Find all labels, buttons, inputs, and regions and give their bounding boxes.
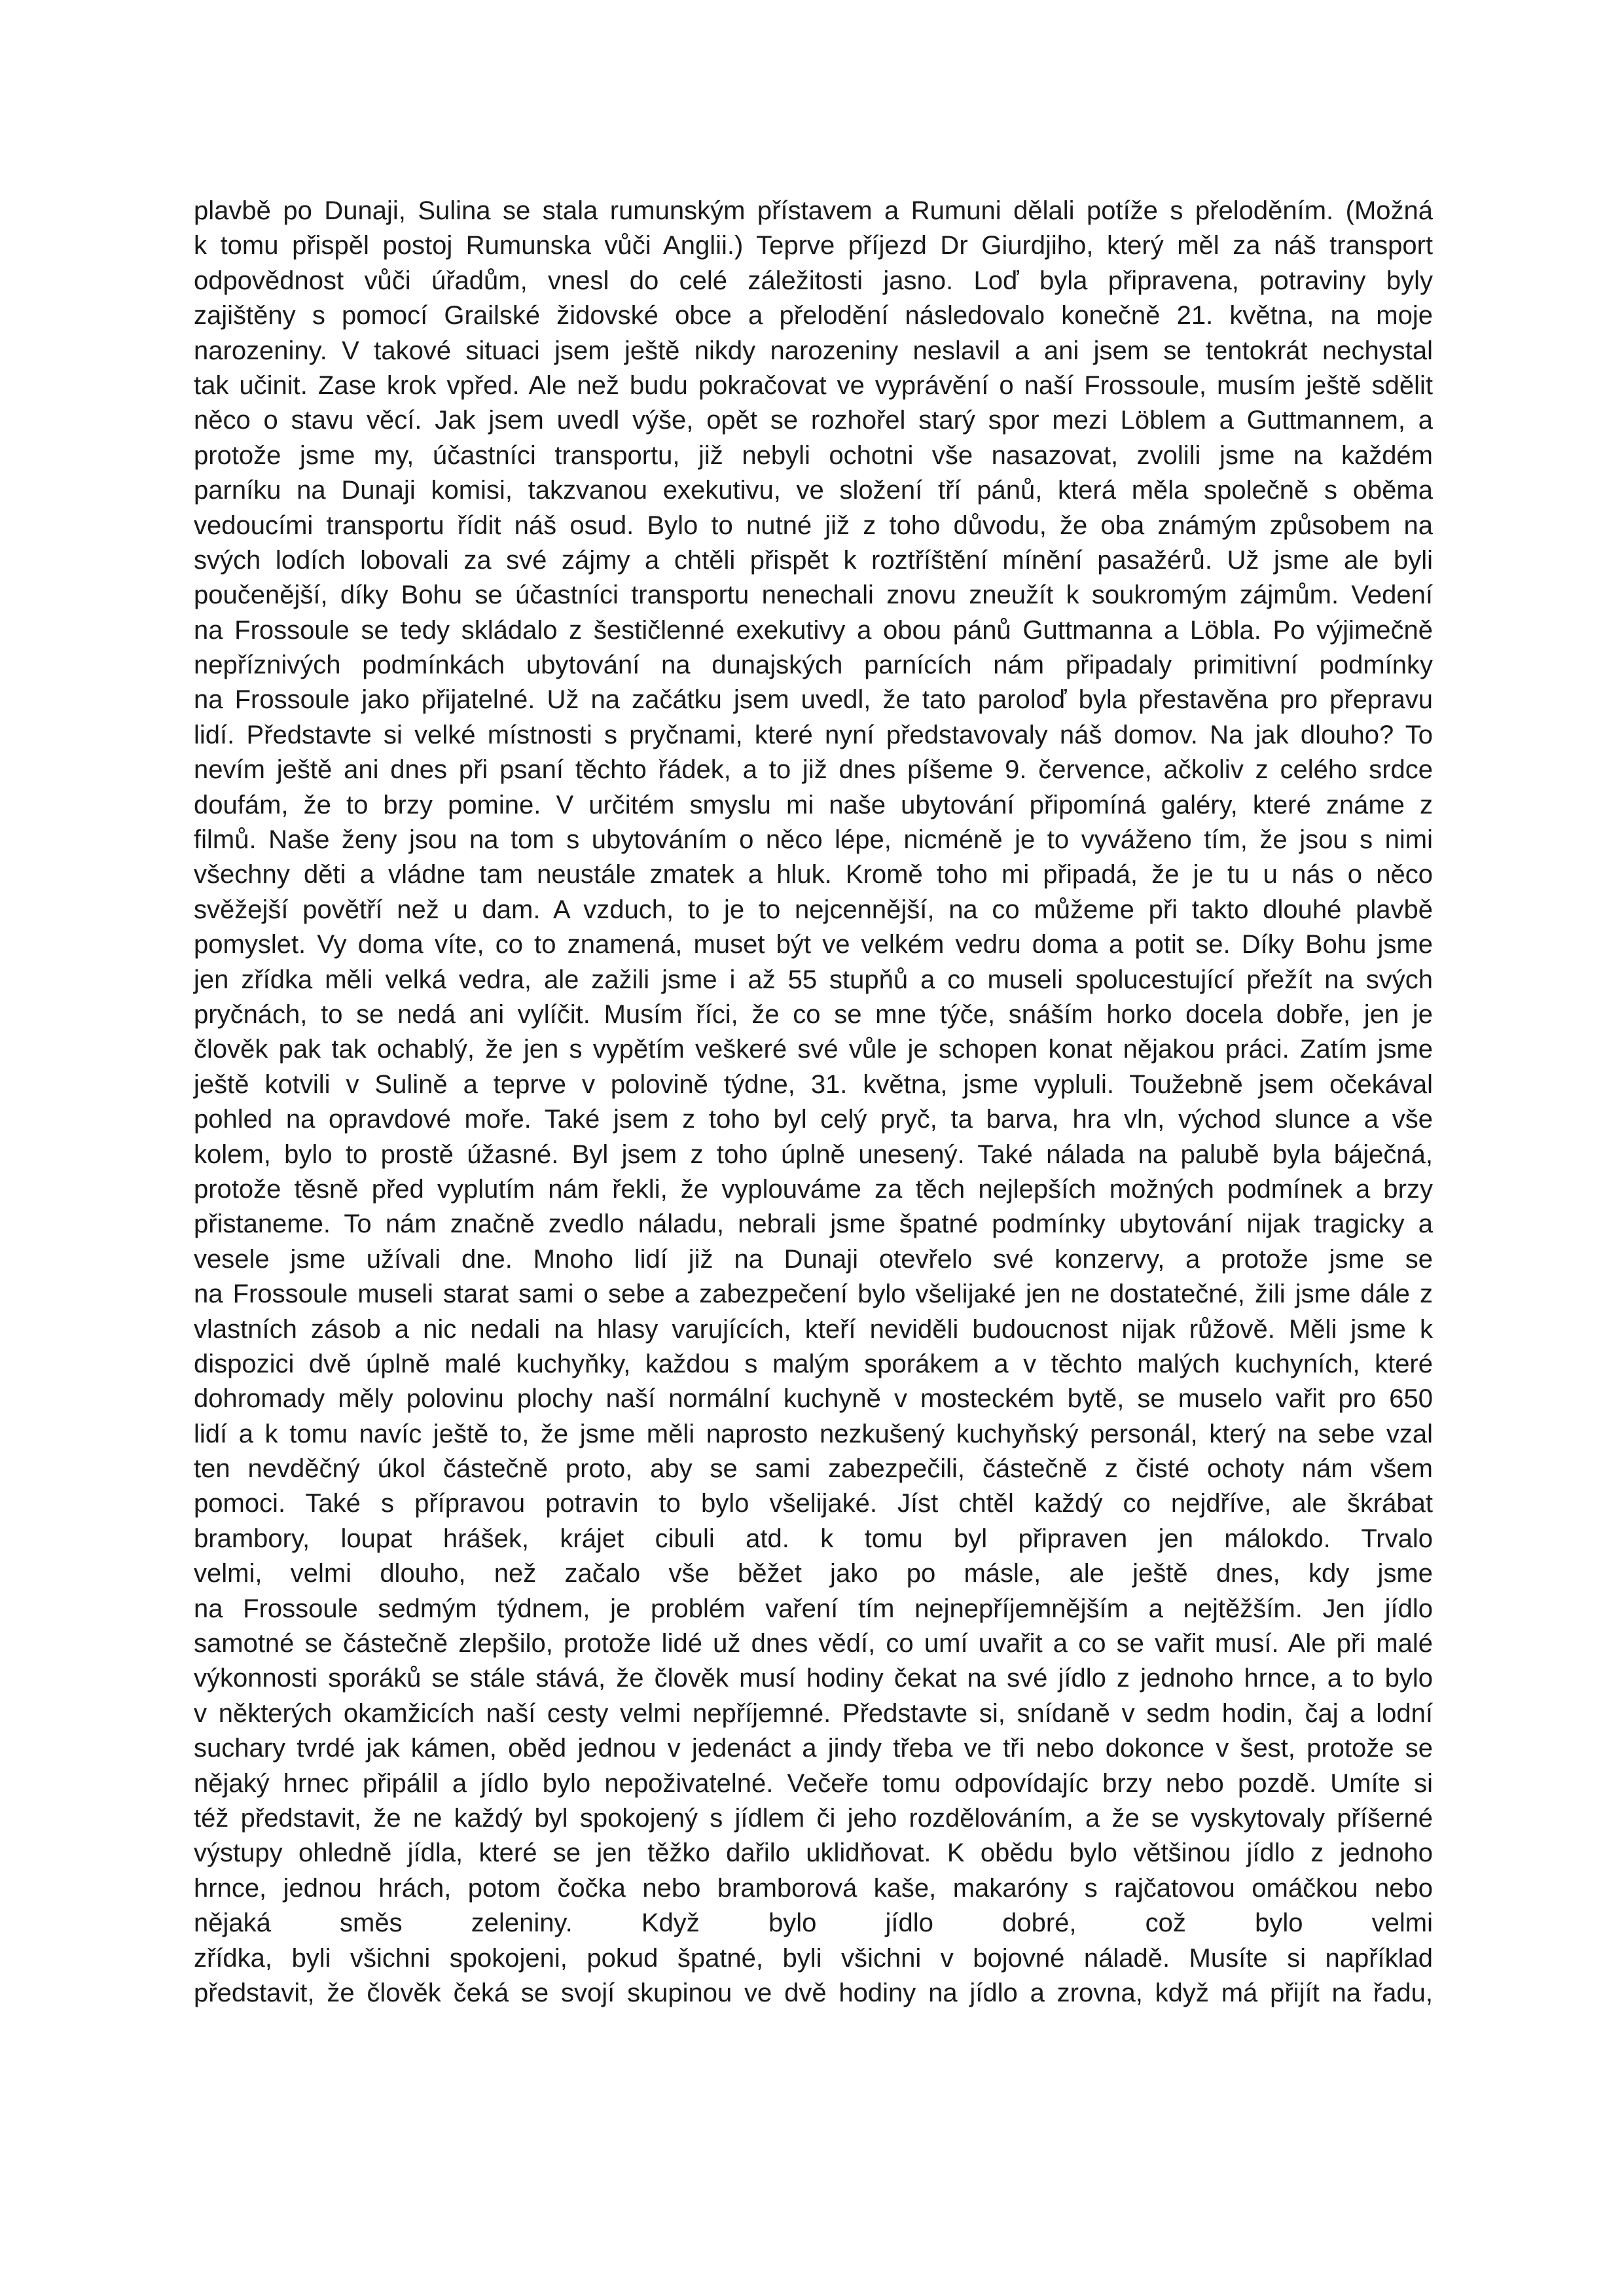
text-line: brambory, loupat hrášek, krájet cibuli atd. k tomu byl připraven jen málokdo. Trvalo — [194, 1524, 1433, 1553]
text-line: ten nevděčný úkol částečně proto, aby se sami zabezpečili, částečně z čisté ochoty nám všem — [194, 1454, 1433, 1484]
text-line: na Frossoule museli starat sami o sebe a zabezpečení bylo všelijaké jen ne dostatečné, žili jsme dále z — [194, 1280, 1433, 1309]
text-line: suchary tvrdé jak kámen, oběd jednou v jedenáct a jindy třeba ve tři nebo dokonce v šest, protože se — [194, 1734, 1433, 1763]
text-line: všechny děti a vládne tam neustále zmatek a hluk. Kromě toho mi připadá, že je tu u nás o něco — [194, 860, 1433, 889]
text-line: plavbě po Dunaji, Sulina se stala rumunským přístavem a Rumuni dělali potíže s přeloděním. (Možná — [194, 196, 1433, 225]
text-line: něco o stavu věcí. Jak jsem uvedl výše, opět se rozhořel starý spor mezi Löblem a Guttmannem, a — [194, 406, 1433, 435]
text-line: velmi, velmi dlouho, než začalo vše běžet jako po másle, ale ještě dnes, kdy jsme — [194, 1559, 1433, 1588]
text-line: zřídka, byli všichni spokojeni, pokud špatné, byli všichni v bojovné náladě. Musíte si například — [194, 1943, 1433, 1973]
text-line: pohled na opravdové moře. Také jsem z toho byl celý pryč, ta barva, hra vln, východ slunce a vše — [194, 1105, 1433, 1134]
text-line: představit, že člověk čeká se svojí skupinou ve dvě hodiny na jídlo a zrovna, když má přijít na řadu, — [194, 1978, 1433, 2007]
text-line: v některých okamžicích naší cesty velmi nepříjemné. Představte si, snídaně v sedm hodin, čaj a lodní — [194, 1698, 1433, 1728]
text-line: svěžejší povětří než u dam. A vzduch, to je to nejcennější, na co můžeme při takto dlouhé plavbě — [194, 895, 1433, 924]
text-line: samotné se částečně zlepšilo, protože lidé už dnes vědí, co umí uvařit a co se vařit musí. Ale při malé — [194, 1629, 1433, 1659]
text-line: nějaká směs zeleniny. Když bylo jídlo dobré, což bylo velmi — [194, 1909, 1433, 1938]
text-line: nějaký hrnec připálil a jídlo bylo nepoživatelné. Večeře tomu odpovídajíc brzy nebo pozdě. Umíte si — [194, 1768, 1433, 1798]
text-line: dispozici dvě úplně malé kuchyňky, každou s malým sporákem a v těchto malých kuchyních, které — [194, 1349, 1433, 1378]
text-line: vlastních zásob a nic nedali na hlasy varujících, kteří neviděli budoucnost nijak růžově. Měli jsme k — [194, 1314, 1433, 1344]
text-line: protože jsme my, účastníci transportu, již nebyli ochotni vše nasazovat, zvolili jsme na každém — [194, 440, 1433, 470]
text-line: kolem, bylo to prostě úžasné. Byl jsem z toho úplně unesený. Také nálada na palubě byla báječná, — [194, 1139, 1433, 1169]
text-line: poučenější, díky Bohu se účastníci transportu nenechali znovu zneužít k soukromým zájmům. Vedení — [194, 581, 1433, 610]
document-page — [194, 194, 1433, 2011]
text-line: narozeniny. V takové situaci jsem ještě nikdy narozeniny neslavil a ani jsem se tentokrát nechystal — [194, 336, 1433, 365]
text-line: filmů. Naše ženy jsou na tom s ubytováním o něco lépe, nicméně je to vyváženo tím, že jsou s nimi — [194, 825, 1433, 855]
text-line: jen zřídka měli velká vedra, ale zažili jsme i až 55 stupňů a co museli spolucestující přežít na svých — [194, 965, 1433, 994]
text-line: pomyslet. Vy doma víte, co to znamená, muset být ve velkém vedru doma a potit se. Díky Bohu jsme — [194, 930, 1433, 960]
text-line: výkonnosti sporáků se stále stává, že člověk musí hodiny čekat na své jídlo z jednoho hrnce, a to bylo — [194, 1664, 1433, 1693]
text-line: na Frossoule jako přijatelné. Už na začátku jsem uvedl, že tato paroloď byla přestavěna pro přepravu — [194, 685, 1433, 715]
text-line: na Frossoule se tedy skládalo z šestičlenné exekutivy a obou pánů Guttmanna a Löbla. Po výjimečně — [194, 615, 1433, 645]
text-line: též představit, že ne každý byl spokojený s jídlem či jeho rozdělováním, a že se vyskytovaly příšerné — [194, 1803, 1433, 1833]
text-line: parníku na Dunaji komisi, takzvanou exekutivu, ve složení tří pánů, která měla společně s oběma — [194, 476, 1433, 505]
text-line: přistaneme. To nám značně zvedlo náladu, nebrali jsme špatné podmínky ubytování nijak tragicky a — [194, 1210, 1433, 1239]
text-line: odpovědnost vůči úřadům, vnesl do celé záležitosti jasno. Loď byla připravena, potraviny byly — [194, 266, 1433, 295]
text-line: na Frossoule sedmým týdnem, je problém vaření tím nejnepříjemnějším a nejtěžším. Jen jídlo — [194, 1594, 1433, 1623]
text-line: svých lodích lobovali za své zájmy a chtěli přispět k roztříštění mínění pasažérů. Už jsme ale byli — [194, 545, 1433, 575]
text-line: tak učinit. Zase krok vpřed. Ale než budu pokračovat ve vyprávění o naší Frossoule, musím ještě sdělit — [194, 370, 1433, 400]
text-line: ještě kotvili v Sulině a teprve v polovině týdne, 31. května, jsme vypluli. Toužebně jsem očekával — [194, 1069, 1433, 1099]
text-line: člověk pak tak ochablý, že jen s vypětím veškeré své vůle je schopen konat nějakou práci. Zatím jsme — [194, 1035, 1433, 1064]
text-line: pryčnách, to se nedá ani vylíčit. Musím říci, že co se mne týče, snáším horko docela dobře, jen je — [194, 999, 1433, 1029]
text-line: pomoci. Také s přípravou potravin to bylo všelijaké. Jíst chtěl každý co nejdříve, ale škrábat — [194, 1489, 1433, 1518]
text-line: doufám, že to brzy pomine. V určitém smyslu mi naše ubytování připomíná galéry, které známe z — [194, 790, 1433, 819]
text-line: dohromady měly polovinu plochy naší normální kuchyně v mosteckém bytě, se muselo vařit pro 650 — [194, 1384, 1433, 1414]
text-line: protože těsně před vyplutím nám řekli, že vyplouváme za těch nejlepších možných podmínek a brzy — [194, 1174, 1433, 1204]
text-line: lidí. Představte si velké místnosti s pryčnami, které nyní představovaly náš domov. Na jak dlouho? To — [194, 720, 1433, 749]
text-line: vedoucími transportu řídit náš osud. Bylo to nutné již z toho důvodu, že oba známým způsobem na — [194, 511, 1433, 540]
text-line: vesele jsme užívali dne. Mnoho lidí již na Dunaji otevřelo své konzervy, a protože jsme se — [194, 1244, 1433, 1274]
text-line: zajištěny s pomocí Grailské židovské obce a přelodění následovalo konečně 21. května, na moje — [194, 301, 1433, 331]
text-line: hrnce, jednou hrách, potom čočka nebo bramborová kaše, makaróny s rajčatovou omáčkou nebo — [194, 1873, 1433, 1903]
text-line: výstupy ohledně jídla, které se jen těžko dařilo uklidňovat. K obědu bylo většinou jídlo z jednoho — [194, 1839, 1433, 1868]
text-line: nevím ještě ani dnes při psaní těchto řádek, a to již dnes píšeme 9. července, ačkoliv z celého srdce — [194, 755, 1433, 785]
text-line: nepříznivých podmínkách ubytování na dunajských parnících nám připadaly primitivní podmínky — [194, 651, 1433, 680]
text-line: k tomu přispěl postoj Rumunska vůči Anglii.) Teprve příjezd Dr Giurdjiho, který měl za náš transport — [194, 231, 1433, 260]
text-line: lidí a k tomu navíc ještě to, že jsme měli naprosto nezkušený kuchyňský personál, který na sebe vzal — [194, 1419, 1433, 1448]
